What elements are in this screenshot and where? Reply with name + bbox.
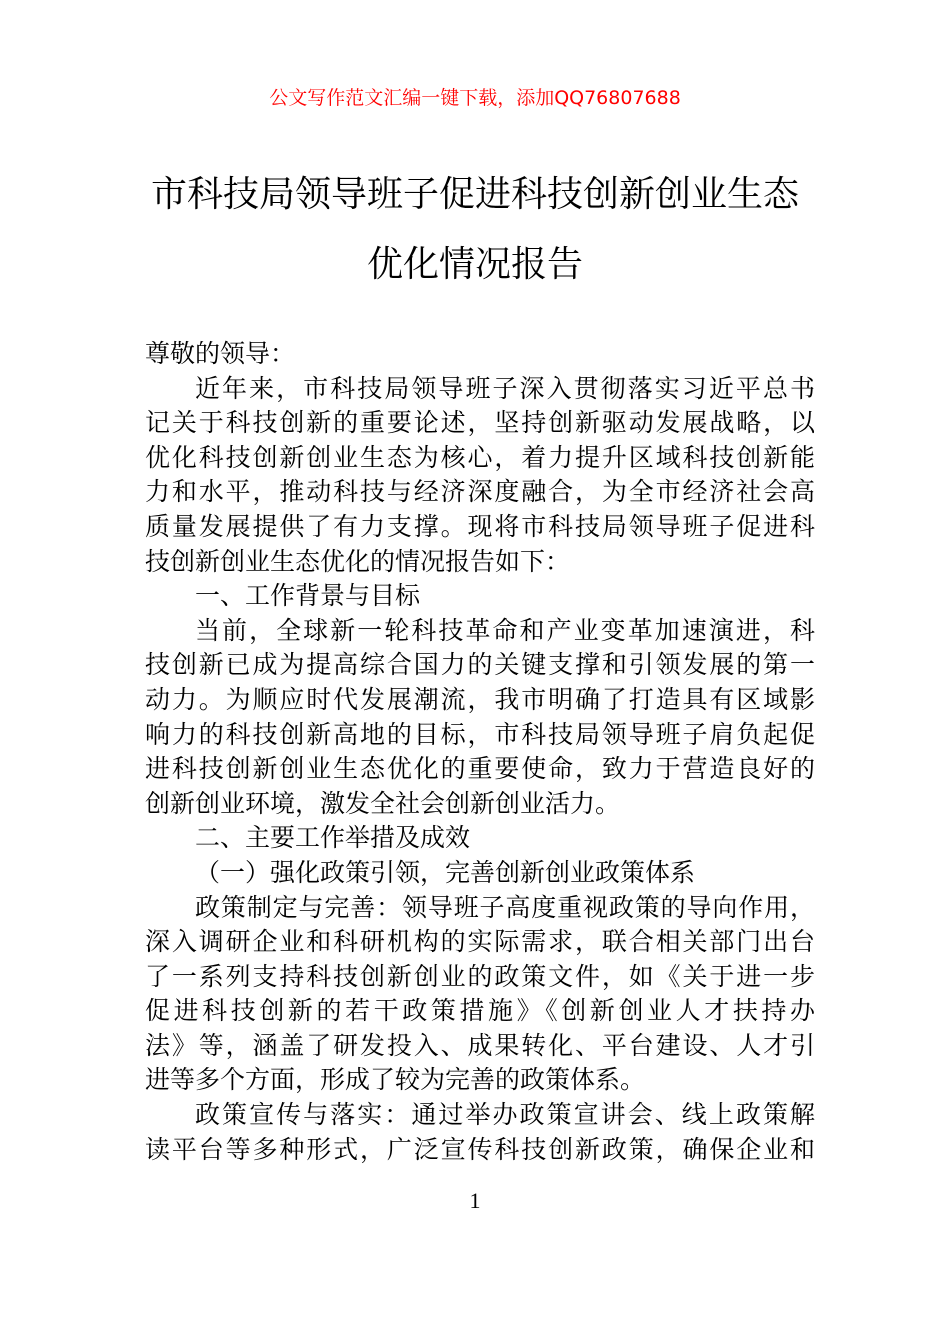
body-line: 记关于科技创新的重要论述，坚持创新驱动发展战略，以 bbox=[145, 408, 815, 438]
body-line: 进科技创新创业生态优化的重要使命，致力于营造良好的 bbox=[145, 754, 815, 784]
body-line: 促进科技创新的若干政策措施》《创新创业人才扶持办 bbox=[145, 996, 815, 1026]
document-title-line-1: 市科技局领导班子促进科技创新创业生态 bbox=[150, 174, 799, 215]
body-line: 读平台等多种形式，广泛宣传科技创新政策，确保企业和 bbox=[145, 1134, 815, 1164]
document-body bbox=[145, 337, 815, 1167]
body-line: 进等多个方面，形成了较为完善的政策体系。 bbox=[145, 1065, 646, 1095]
body-line: 技创新已成为提高综合国力的关键支撑和引领发展的第一 bbox=[145, 650, 815, 680]
document-title-line-2: 优化情况报告 bbox=[366, 244, 583, 285]
subsection-heading: （一）强化政策引领，完善创新创业政策体系 bbox=[195, 857, 696, 887]
section-heading: 一、工作背景与目标 bbox=[195, 581, 421, 611]
body-line: 政策制定与完善：领导班子高度重视政策的导向作用， bbox=[195, 892, 815, 922]
section-heading: 二、主要工作举措及成效 bbox=[195, 823, 471, 853]
body-line: 技创新创业生态优化的情况报告如下： bbox=[145, 546, 571, 576]
body-line: 法》等，涵盖了研发投入、成果转化、平台建设、人才引 bbox=[145, 1030, 815, 1060]
body-line: 创新创业环境，激发全社会创新创业活力。 bbox=[145, 788, 621, 818]
body-line: 深入调研企业和科研机构的实际需求，联合相关部门出台 bbox=[145, 927, 815, 957]
body-line: 当前，全球新一轮科技革命和产业变革加速演进，科 bbox=[195, 615, 815, 645]
body-line: 了一系列支持科技创新创业的政策文件，如《关于进一步 bbox=[145, 961, 815, 991]
salutation: 尊敬的领导： bbox=[145, 339, 296, 368]
page-number: 1 bbox=[469, 1188, 481, 1213]
body-line: 质量发展提供了有力支撑。现将市科技局领导班子促进科 bbox=[145, 511, 815, 541]
body-line: 政策宣传与落实：通过举办政策宣讲会、线上政策解 bbox=[195, 1100, 815, 1130]
body-line: 优化科技创新创业生态为核心，着力提升区域科技创新能 bbox=[145, 442, 815, 472]
body-line: 近年来，市科技局领导班子深入贯彻落实习近平总书 bbox=[195, 373, 815, 403]
download-notice: 公文写作范文汇编一键下载，添加QQ76807688 bbox=[269, 87, 681, 109]
body-line: 力和水平，推动科技与经济深度融合，为全市经济社会高 bbox=[145, 477, 815, 507]
body-line: 响力的科技创新高地的目标，市科技局领导班子肩负起促 bbox=[145, 719, 815, 749]
body-line: 动力。为顺应时代发展潮流，我市明确了打造具有区域影 bbox=[145, 684, 815, 714]
